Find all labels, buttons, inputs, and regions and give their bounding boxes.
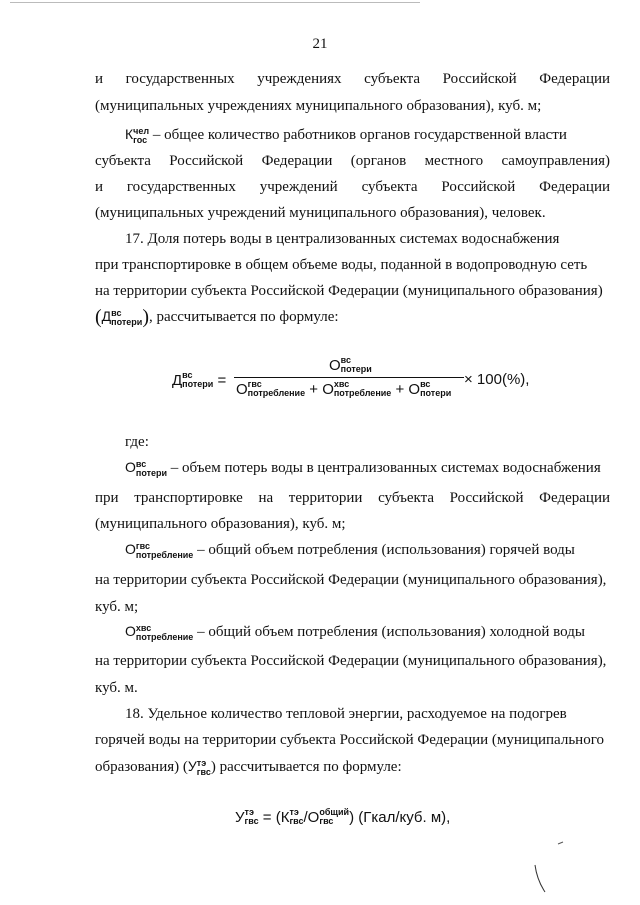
- k-indices: чел гос: [133, 125, 150, 145]
- text-line-17: О хвс потребление – общий объем потребления (использования) холодной воды: [125, 622, 585, 642]
- k-symbol: К: [125, 126, 134, 142]
- text-line-12: при транспортировке на территории субъекта Российской Федерации: [95, 490, 611, 506]
- text-line-14: О гвс потребление – общий объем потребления (использования) горячей воды: [125, 540, 575, 560]
- text-line-15: на территории субъекта Российской Федерации (муниципального образования),: [95, 572, 607, 588]
- text-line-11: О вс потери – объем потерь воды в централизованных системах водоснабжения: [125, 458, 601, 478]
- text-line-20: 18. Удельное количество тепловой энергии, расходуемое на подогрев: [125, 706, 567, 722]
- formula-water-loss: Д вс потери = О вс потери О гвс потребление + О хвс потребление + О вс потери × 100(%),: [172, 355, 530, 398]
- where-label: где:: [125, 434, 149, 450]
- text-line-13: (муниципального образования), куб. м;: [95, 516, 346, 532]
- text-line-4: субъекта Российской Федерации (органов местного самоуправления): [95, 153, 611, 169]
- text-line-1: и государственных учреждениях субъекта Российской Федерации: [95, 71, 611, 87]
- text-line-19: куб. м.: [95, 680, 138, 696]
- formula-heat-energy: У тэ гвс = (К тэ гвс /О общий гвс ) (Гкал/куб. м),: [235, 807, 451, 826]
- page-number: 21: [312, 36, 328, 52]
- text-line-7: 17. Доля потерь воды в централизованных системах водоснабжения: [125, 231, 560, 247]
- text-line-5: и государственных учреждений субъекта Российской Федерации: [95, 179, 611, 195]
- text-line-6: (муниципальных учреждений муниципального образования), человек.: [95, 205, 546, 221]
- text-line-21: горячей воды на территории субъекта Российской Федерации (муниципального: [95, 732, 604, 748]
- text-line-8: при транспортировке в общем объеме воды, поданной в водопроводную сеть: [95, 257, 588, 273]
- denominator: О гвс потребление + О хвс потребление + О вс потери: [236, 379, 452, 398]
- fraction-bar: [234, 377, 464, 378]
- text-line-10: (Д вс потери ), рассчитывается по формуле:: [95, 306, 339, 328]
- scan-mark: [525, 840, 565, 900]
- top-rule: [10, 2, 420, 3]
- text-line-18: на территории субъекта Российской Федерации (муниципального образования),: [95, 653, 607, 669]
- text-line-2: (муниципальных учреждениях муниципального образования), куб. м;: [95, 98, 542, 114]
- text-line-16: куб. м;: [95, 599, 139, 615]
- text-line-22: образования) (У тэ гвс ) рассчитывается по формуле:: [95, 757, 402, 777]
- text-line-3: К чел гос – общее количество работников органов государственной власти: [125, 125, 567, 145]
- text-line-9: на территории субъекта Российской Федерации (муниципального образования): [95, 283, 603, 299]
